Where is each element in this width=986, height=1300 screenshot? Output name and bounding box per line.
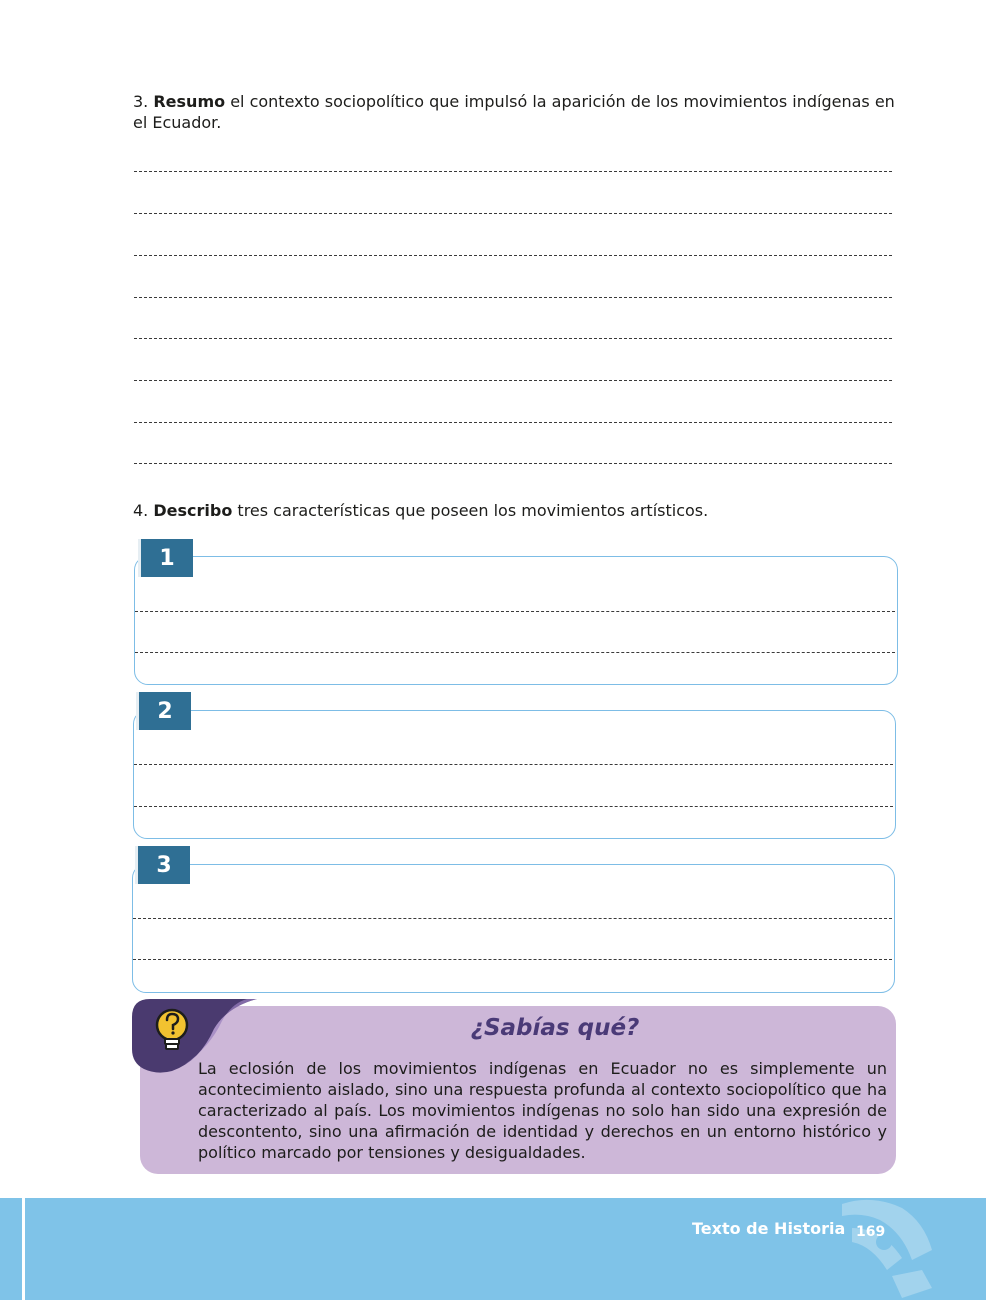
page-number: 169 <box>856 1224 886 1240</box>
answer-line[interactable] <box>134 380 892 381</box>
question-3-text: el contexto sociopolítico que impulsó la aparición de los movimientos indígenas en el Ecuador. <box>133 92 895 132</box>
sabias-que-title: ¿Sabías qué? <box>470 1015 640 1041</box>
answer-card-2 <box>133 710 896 839</box>
answer-line[interactable] <box>133 918 892 919</box>
answer-line[interactable] <box>134 422 892 423</box>
question-4 <box>133 500 903 521</box>
card-number-3: 3 <box>138 846 190 884</box>
answer-line[interactable] <box>134 463 892 464</box>
card-number-1: 1 <box>141 539 193 577</box>
answer-line[interactable] <box>134 171 892 172</box>
question-4-text: tres características que poseen los movimientos artísticos. <box>232 501 709 520</box>
answer-line[interactable] <box>134 764 893 765</box>
question-4-number: 4. <box>133 501 149 520</box>
question-3-verb: Resumo <box>153 92 226 111</box>
question-4-verb: Describo <box>153 501 233 520</box>
question-3-number: 3. <box>133 92 149 111</box>
answer-line[interactable] <box>134 297 892 298</box>
answer-line[interactable] <box>133 959 892 960</box>
answer-card-1 <box>134 556 898 685</box>
footer-book-title: Texto de Historia <box>692 1219 846 1238</box>
card-number-2: 2 <box>139 692 191 730</box>
answer-line[interactable] <box>134 806 893 807</box>
answer-line[interactable] <box>134 213 892 214</box>
footer-divider <box>22 1198 25 1300</box>
answer-line[interactable] <box>135 611 895 612</box>
answer-line[interactable] <box>134 338 892 339</box>
sabias-que-text: La eclosión de los movimientos indígenas en Ecuador no es simplemente un acontecimiento aislado, sino una respuesta profunda al contexto sociopolítico que ha caracterizado al país. Los movimientos indígenas no solo han sido una expresión de descontento, sino una afirmación de identidad y derechos en un entorno histórico y político marcado por tensiones y desigualdades. <box>198 1059 887 1162</box>
rocket-watermark-icon <box>832 1198 942 1300</box>
question-3 <box>133 91 903 133</box>
answer-line[interactable] <box>134 255 892 256</box>
answer-line[interactable] <box>135 652 895 653</box>
answer-card-3 <box>132 864 895 993</box>
